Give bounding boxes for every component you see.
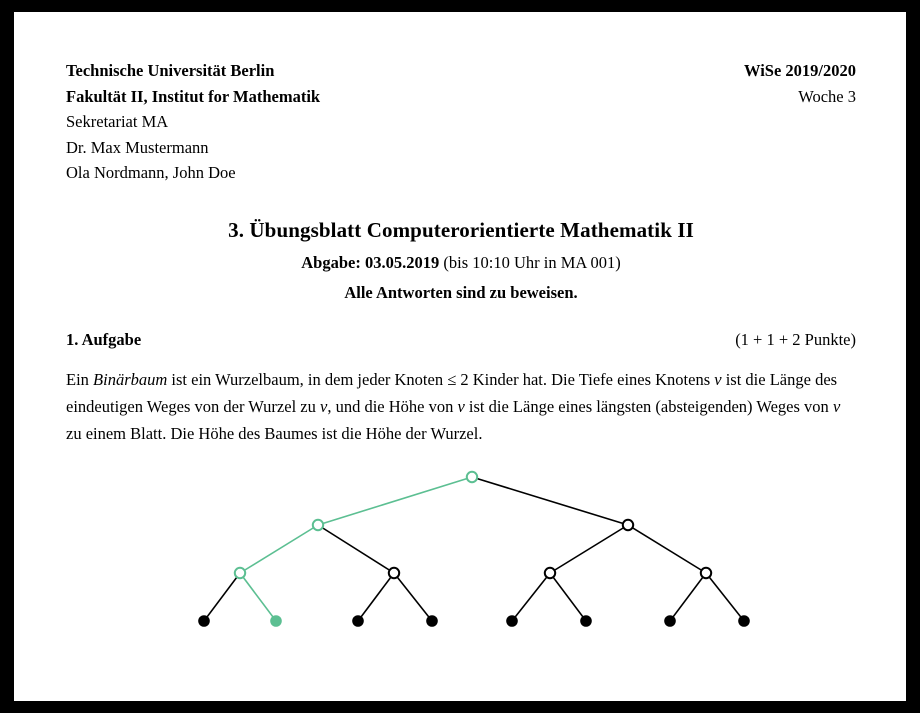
para-seg-3: ist die Länge des eindeutigen Weges von der Wurzel zu (66, 369, 838, 416)
tree-leaf-node (507, 616, 517, 626)
title-block (66, 218, 856, 303)
header-line-1 (66, 58, 856, 84)
tree-edge (706, 573, 744, 621)
tree-edge (240, 573, 276, 621)
para-seg-1: Ein (66, 369, 94, 389)
due-date-detail: (bis 10:10 Uhr in MA 001) (439, 252, 621, 272)
para-seg-4: , und die Höhe von (327, 396, 458, 416)
var-v-1: v (714, 369, 722, 389)
assistants-line: Ola Nordmann, John Doe (66, 163, 236, 183)
faculty-name: Fakultät II, Institut for Mathematik (66, 86, 321, 106)
university-name: Technische Universität Berlin (66, 61, 275, 80)
document-page (14, 12, 906, 701)
var-v-3: v (457, 396, 465, 416)
binary-tree-figure (66, 465, 856, 645)
para-seg-6: zu einem Blatt. Die Höhe des Baumes ist die Höhe der Wurzel. (66, 423, 483, 443)
semester-label: WiSe 2019/2020 (744, 61, 856, 80)
page-title: 3. Übungsblatt Computerorientierte Mathematik II (228, 217, 694, 242)
tree-inner-node (545, 568, 555, 578)
tree-edge (204, 573, 240, 621)
header-line-2 (66, 84, 856, 110)
tree-edge (240, 525, 318, 573)
tree-edge (512, 573, 550, 621)
tree-edge (550, 525, 628, 573)
tree-edge (472, 477, 628, 525)
tree-leaf-node (739, 616, 749, 626)
tree-leaf-node (199, 616, 209, 626)
week-label: Woche 3 (798, 86, 856, 106)
tree-leaf-node (581, 616, 591, 626)
tree-leaf-node (353, 616, 363, 626)
task-label: 1. Aufgabe (66, 329, 142, 349)
var-v-4: v (832, 396, 841, 416)
term-binaerbaum: Binärbaum (93, 369, 168, 389)
binary-tree-diagram (66, 465, 856, 645)
tree-edge (550, 573, 586, 621)
tree-inner-node (235, 568, 245, 578)
tree-inner-node (623, 520, 633, 530)
tree-inner-node (701, 568, 711, 578)
document-header (66, 58, 856, 186)
due-date-line (66, 253, 856, 273)
secretariat-line: Sekretariat MA (66, 112, 169, 132)
tree-inner-node (313, 520, 323, 530)
document-content (66, 58, 856, 645)
tree-edge (358, 573, 394, 621)
task-header (66, 330, 856, 350)
tree-edge (318, 525, 394, 573)
tree-edge (670, 573, 706, 621)
lecturer-line: Dr. Max Mustermann (66, 137, 209, 157)
tree-inner-node (467, 472, 477, 482)
tree-edge (394, 573, 432, 621)
tree-leaf-node (271, 616, 281, 626)
task-paragraph (66, 367, 856, 448)
task-points: (1 + 1 + 2 Punkte) (735, 329, 856, 349)
var-v-2: v (319, 396, 328, 416)
answer-note: Alle Antworten sind zu beweisen. (344, 282, 578, 302)
tree-inner-node (389, 568, 399, 578)
para-seg-2: ist ein Wurzelbaum, in dem jeder Knoten ≤ 2 Kinder hat. Die Tiefe eines Knotens (167, 369, 715, 389)
due-date-bold: Abgabe: 03.05.2019 (301, 252, 440, 272)
tree-leaf-node (427, 616, 437, 626)
para-seg-5: ist die Länge eines längsten (absteigenden) Weges von (464, 396, 833, 416)
tree-leaf-node (665, 616, 675, 626)
tree-edge (628, 525, 706, 573)
tree-edge (318, 477, 472, 525)
